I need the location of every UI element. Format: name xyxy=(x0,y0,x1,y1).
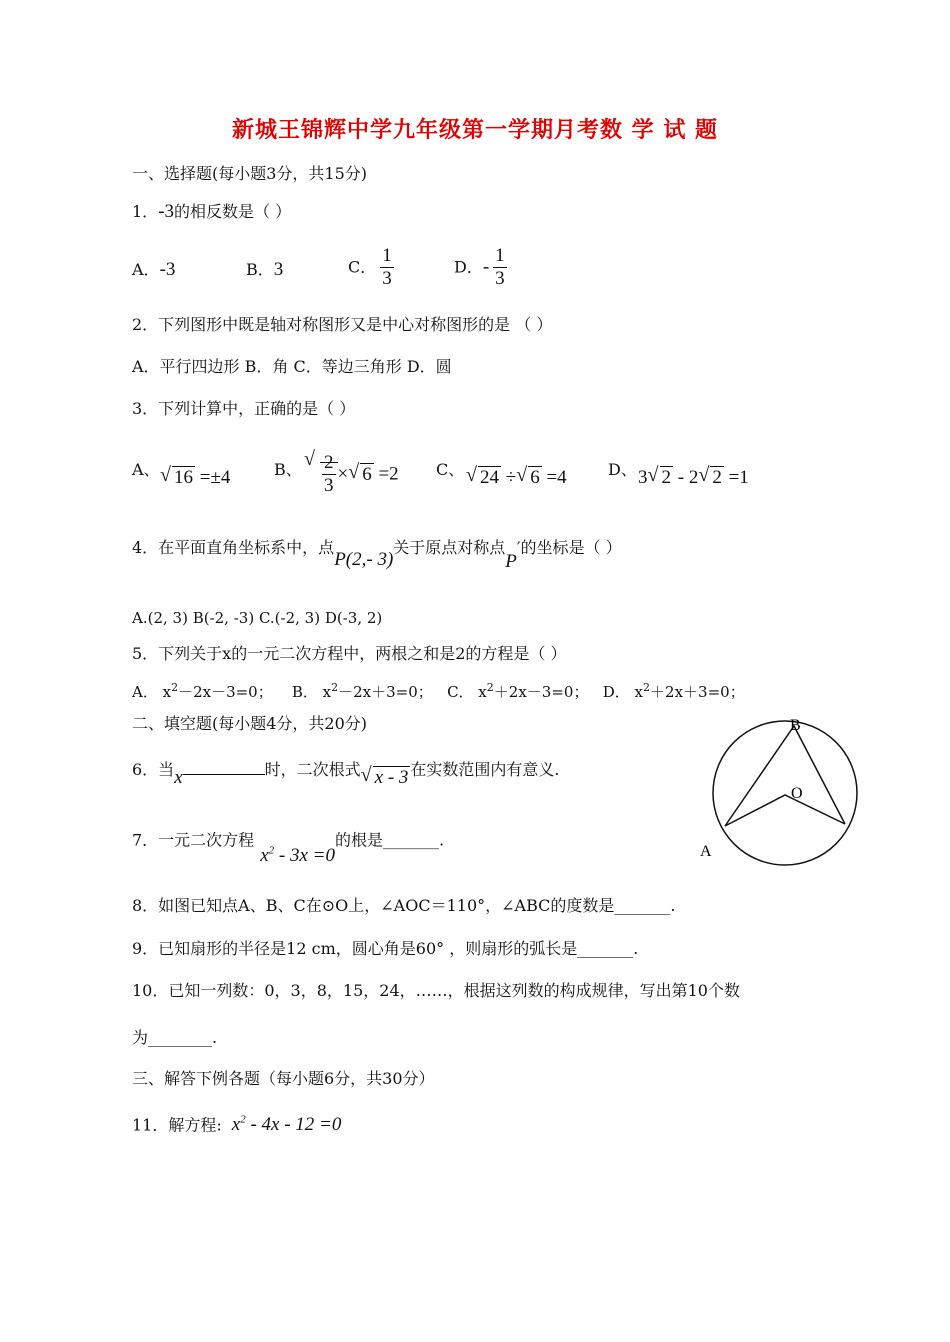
q1-math: -3 xyxy=(158,201,175,222)
q5-options: A． $x^2-2x-3=0$； B． $x^2-2x+3=0$； C． $x^2+2x-3=0$； D． $x^2+2x+3=0$； xyxy=(132,681,745,701)
section-choice-heading: 一、选择题(每小题3分，共15分) xyxy=(132,164,368,183)
q3-option-b: √ $\frac{2}{3}$ ×√ 6 =2 xyxy=(304,452,399,497)
question-8: 8．如图已知点A、B、C在⊙O上，∠AOC＝110°，∠ABC的度数是_______. xyxy=(132,896,676,915)
q2-options: A．平行四边形 B．角 C．等边三角形 D．圆 xyxy=(132,357,452,376)
question-11: 11．解方程: $x^2 - 4x - 12 =0$ xyxy=(132,1114,342,1136)
question-6: 6．当x 时，二次根式√ x - 3 在实数范围内有意义. xyxy=(132,758,560,780)
section-fill-heading: 二、填空题(每小题4分，共20分) xyxy=(132,714,368,733)
question-4: 4．在平面直角坐标系中，点P(2,- 3)关于原点对称点P′的坐标是（ ） xyxy=(132,538,622,572)
q1-c-fraction: $\frac{1}{3}$ xyxy=(382,245,392,289)
question-2: 2．下列图形中既是轴对称图形又是中心对称图形的是 （ ） xyxy=(132,315,553,334)
question-10-cont: 为________. xyxy=(132,1028,218,1047)
label-a: A xyxy=(700,843,712,860)
q1-option-a: A．-3 xyxy=(132,259,176,280)
label-b: B xyxy=(790,717,801,734)
question-5: 5．下列关于x的一元二次方程中，两根之和是2的方程是（ ） xyxy=(132,644,567,663)
question-9: 9．已知扇形的半径是12 cm，圆心角是60° ，则扇形的弧长是_______. xyxy=(132,939,639,958)
q3-option-b-label: B、 xyxy=(274,460,302,479)
question-1 xyxy=(132,202,291,222)
section-solve-heading: 三、解答下例各题（每小题6分，共30分） xyxy=(132,1069,435,1088)
question-3: 3．下列计算中，正确的是（ ） xyxy=(132,399,356,418)
q4-options: A.(2, 3) B(-2, -3) C.(-2, 3) D(-3, 2) xyxy=(132,609,383,627)
question-7: 7．一元二次方程$x^2 - 3x =0$的根是_______. xyxy=(132,830,445,867)
q3-option-c-label: C、 xyxy=(436,460,465,479)
q1-option-b: B．3 xyxy=(246,259,284,280)
question-10: 10．已知一列数：0，3，8，15，24，……，根据这列数的构成规律，写出第10个数 xyxy=(132,981,740,1000)
angle-abc-lines xyxy=(725,726,845,826)
q3-option-d-label: D、 xyxy=(608,460,637,479)
exam-title: 新城王锦辉中学九年级第一学期月考数 学 试 题 xyxy=(232,117,718,143)
q1-option-d: D．- $\frac{1}{3}$ xyxy=(454,245,505,289)
circle-figure xyxy=(700,710,870,870)
q3-option-a-label: A、 xyxy=(132,460,160,479)
q3-option-d: 3√ 2 - 2√ 2 =1 xyxy=(638,468,749,488)
q3-option-c: √ 24 ÷√ 6 =4 xyxy=(466,468,567,488)
label-o: O xyxy=(791,785,803,802)
q1-option-c: C． $\frac{1}{3}$ xyxy=(348,245,392,289)
q1-d-fraction: $\frac{1}{3}$ xyxy=(495,245,505,289)
circle-o xyxy=(713,721,857,865)
q3-option-a: √ 16 =±4 xyxy=(160,468,230,488)
q1-number: 1． xyxy=(132,202,159,221)
q6-answer-blank xyxy=(183,758,265,775)
q1-stem: 的相反数是（ ） xyxy=(174,202,292,221)
